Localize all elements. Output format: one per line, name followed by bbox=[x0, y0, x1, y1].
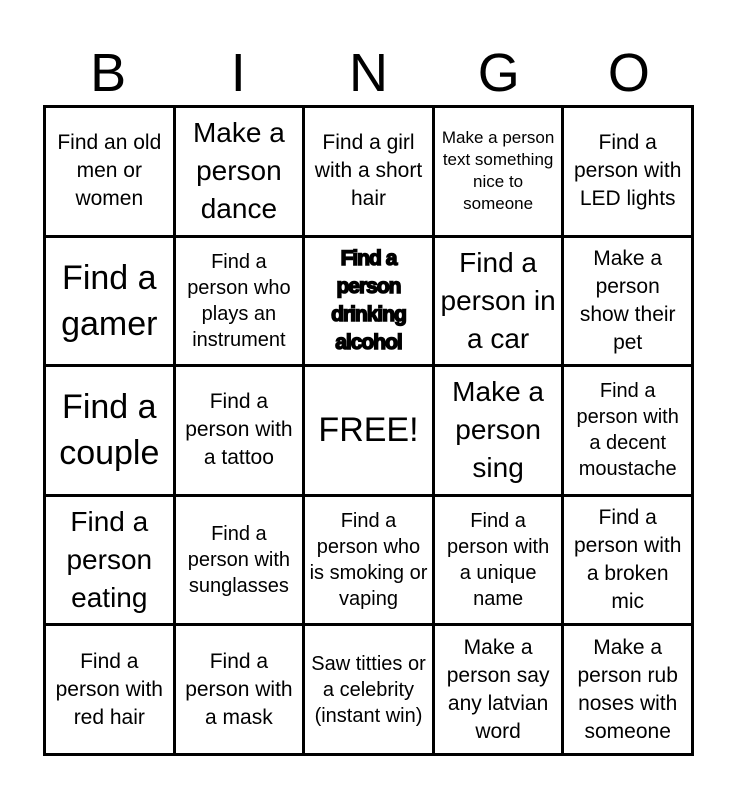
bingo-cell-free[interactable] bbox=[305, 367, 432, 494]
cell-label: Find a person who plays an instrument bbox=[187, 250, 291, 351]
cell-label: Make a person say any latvian word bbox=[446, 635, 550, 743]
bingo-cell-r4c1[interactable] bbox=[46, 497, 173, 624]
free-space-label: FREE! bbox=[318, 411, 419, 450]
cell-label: Find a person with a decent moustache bbox=[576, 380, 679, 481]
bingo-cell-r2c4[interactable] bbox=[435, 238, 562, 365]
cell-label: Find a person in a car bbox=[440, 246, 556, 354]
bingo-cell-r5c3[interactable] bbox=[305, 626, 432, 753]
header-letter-b: B bbox=[90, 43, 127, 103]
cell-label: Find a person with sunglasses bbox=[187, 523, 291, 598]
bingo-cell-r5c4[interactable] bbox=[435, 626, 562, 753]
cell-label: Make a person show their pet bbox=[579, 246, 676, 354]
bingo-cell-r5c2[interactable] bbox=[176, 626, 303, 753]
bingo-cell-r3c1[interactable] bbox=[46, 367, 173, 494]
bingo-cell-r4c2[interactable] bbox=[176, 497, 303, 624]
cell-label: Find a person with LED lights bbox=[573, 131, 682, 211]
bingo-cell-r2c2[interactable] bbox=[176, 238, 303, 365]
cell-label: Saw titties or a celebrity (instant win) bbox=[311, 652, 426, 727]
bingo-cell-r3c2[interactable] bbox=[176, 367, 303, 494]
cell-label: Find a couple bbox=[59, 388, 160, 473]
bingo-cell-r5c1[interactable] bbox=[46, 626, 173, 753]
cell-label: Make a person sing bbox=[452, 376, 544, 484]
header-letter-n: N bbox=[348, 43, 388, 103]
header-letter-i: I bbox=[230, 43, 246, 103]
cell-label: Find a person who is smoking or vaping bbox=[309, 510, 428, 611]
cell-label: Find a person with red hair bbox=[55, 649, 163, 729]
cell-label: Find a person eating bbox=[66, 506, 153, 614]
cell-label: Make a person text something nice to someone bbox=[441, 128, 555, 214]
bingo-cell-r2c3[interactable] bbox=[305, 238, 432, 365]
bingo-cell-r1c2[interactable] bbox=[176, 108, 303, 235]
bingo-cell-r2c1[interactable] bbox=[46, 238, 173, 365]
cell-label: Find a person with a broken mic bbox=[573, 506, 682, 614]
bingo-header bbox=[43, 40, 694, 106]
bingo-cell-r3c4[interactable] bbox=[435, 367, 562, 494]
cell-label: Find a gamer bbox=[61, 258, 158, 343]
bingo-cell-r4c5[interactable] bbox=[564, 497, 691, 624]
cell-label: Find a person drinking alcohol bbox=[331, 246, 406, 354]
bingo-cell-r2c5[interactable] bbox=[564, 238, 691, 365]
cell-label: Find a girl with a short hair bbox=[314, 131, 423, 211]
bingo-cell-r1c4[interactable] bbox=[435, 108, 562, 235]
bingo-cell-r5c5[interactable] bbox=[564, 626, 691, 753]
cell-label: Find a person with a tattoo bbox=[185, 390, 293, 470]
header-letter-o: O bbox=[607, 43, 650, 103]
bingo-cell-r1c5[interactable] bbox=[564, 108, 691, 235]
cell-label: Find an old men or women bbox=[57, 131, 162, 211]
cell-label: Make a person dance bbox=[192, 117, 285, 225]
bingo-cell-r1c1[interactable] bbox=[46, 108, 173, 235]
cell-label: Make a person rub noses with someone bbox=[577, 635, 678, 743]
header-letter-g: G bbox=[477, 43, 520, 103]
bingo-cell-r4c4[interactable] bbox=[435, 497, 562, 624]
cell-label: Find a person with a mask bbox=[185, 649, 293, 729]
bingo-cell-r3c5[interactable] bbox=[564, 367, 691, 494]
bingo-cell-r4c3[interactable] bbox=[305, 497, 432, 624]
cell-label: Find a person with a unique name bbox=[446, 510, 550, 611]
bingo-board bbox=[43, 105, 694, 756]
bingo-cell-r1c3[interactable] bbox=[305, 108, 432, 235]
